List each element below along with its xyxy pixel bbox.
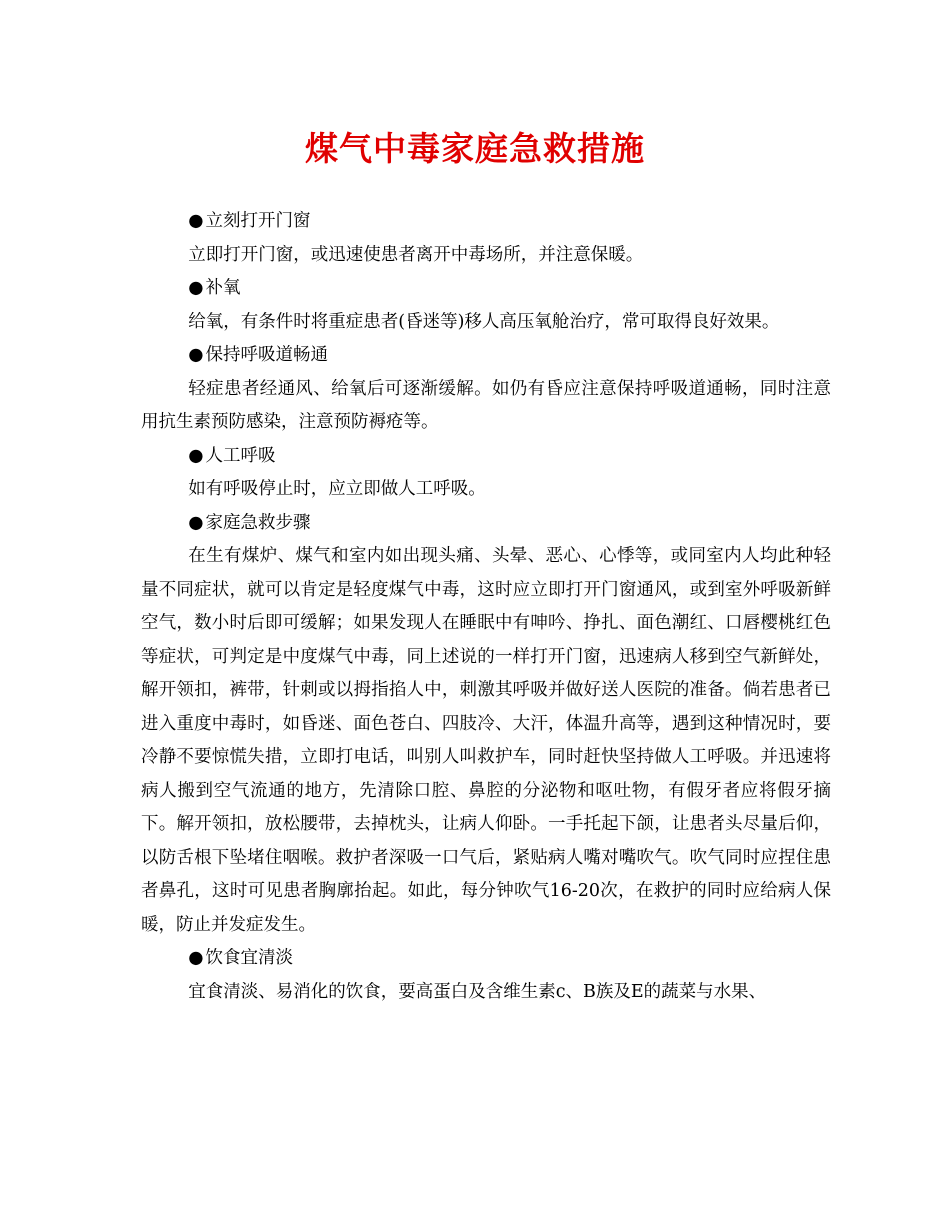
- document-title: 煤气中毒家庭急救措施: [305, 129, 645, 168]
- document-body: [141, 205, 831, 1009]
- heading-text: 人工呼吸: [205, 445, 276, 466]
- bullet-icon: ●: [188, 445, 204, 466]
- section-text-oxygen: 给氧，有条件时将重症患者(昏迷等)移人高压氧舱治疗，常可取得良好效果。: [188, 311, 780, 332]
- section-text-airway: 轻症患者经通风、给氧后可逐渐缓解。如仍有昏应注意保持呼吸道通畅，同时注意用抗生素预防感染，注意预防褥疮等。: [141, 378, 831, 432]
- bullet-icon: ●: [188, 512, 204, 533]
- heading-text: 立刻打开门窗: [205, 211, 311, 231]
- heading-text: 家庭急救步骤: [205, 512, 311, 533]
- heading-text: 补氧: [205, 278, 241, 298]
- heading-text: 保持呼吸道畅通: [205, 345, 329, 365]
- bullet-icon: ●: [188, 345, 204, 365]
- bullet-icon: ●: [188, 948, 204, 968]
- section-text-home-first-aid: 在生有煤炉、煤气和室内如出现头痛、头晕、恶心、心悸等，或同室内人均此种轻量不同症状，就可以肯定是轻度煤气中毒，这时应立即打开门窗通风，或到室外呼吸新鲜空气，数小时后即可缓解；如果发现人在睡眠中有呻吟、挣扎、面色潮红、口唇樱桃红色等症状，可判定是中度煤气中毒，同上述说的一样打开门窗，迅速病人移到空气新鲜处，解开领扣，裤带，针刺或以拇指掐人中，刺激其呼吸并做好送人医院的准备。倘若患者已进入重度中毒时，如昏迷、面色苍白、四肢冷、大汗，体温升高等，遇到这种情况时，要冷静不要惊慌失措，立即打电话，叫别人叫救护车，同时赶快坚持做人工呼吸。并迅速将病人搬到空气流通的地方，先清除口腔、鼻腔的分泌物和呕吐物，有假牙者应将假牙摘下。解开领扣，放松腰带，去掉枕头，让病人仰卧。一手托起下颌，让患者头尽量后仰，以防舌根下坠堵住咽喉。救护者深吸一口气后，紧贴病人嘴对嘴吹气。吹气同时应捏住患者鼻孔，这时可见患者胸廓抬起。如此，每分钟吹气16-20次，在救护的同时应给病人保暖，防止并发症发生。: [141, 546, 831, 935]
- section-heading-diet: [141, 942, 831, 976]
- bullet-icon: ●: [188, 278, 204, 298]
- section-heading-open-windows: [141, 205, 831, 239]
- section-heading-artificial-respiration: [141, 440, 831, 474]
- section-heading-home-first-aid: [141, 507, 831, 541]
- heading-text: 饮食宜清淡: [205, 948, 294, 968]
- bullet-icon: ●: [188, 211, 204, 231]
- section-text-diet: 宜食清淡、易消化的饮食，要高蛋白及含维生素c、B族及E的蔬菜与水果、: [188, 981, 767, 1002]
- section-text-artificial-respiration: 如有呼吸停止时，应立即做人工呼吸。: [188, 479, 486, 499]
- section-text-open-windows: 立即打开门窗，或迅速使患者离开中毒场所，并注意保暖。: [188, 244, 644, 265]
- section-heading-oxygen: [141, 272, 831, 306]
- section-heading-airway: [141, 339, 831, 373]
